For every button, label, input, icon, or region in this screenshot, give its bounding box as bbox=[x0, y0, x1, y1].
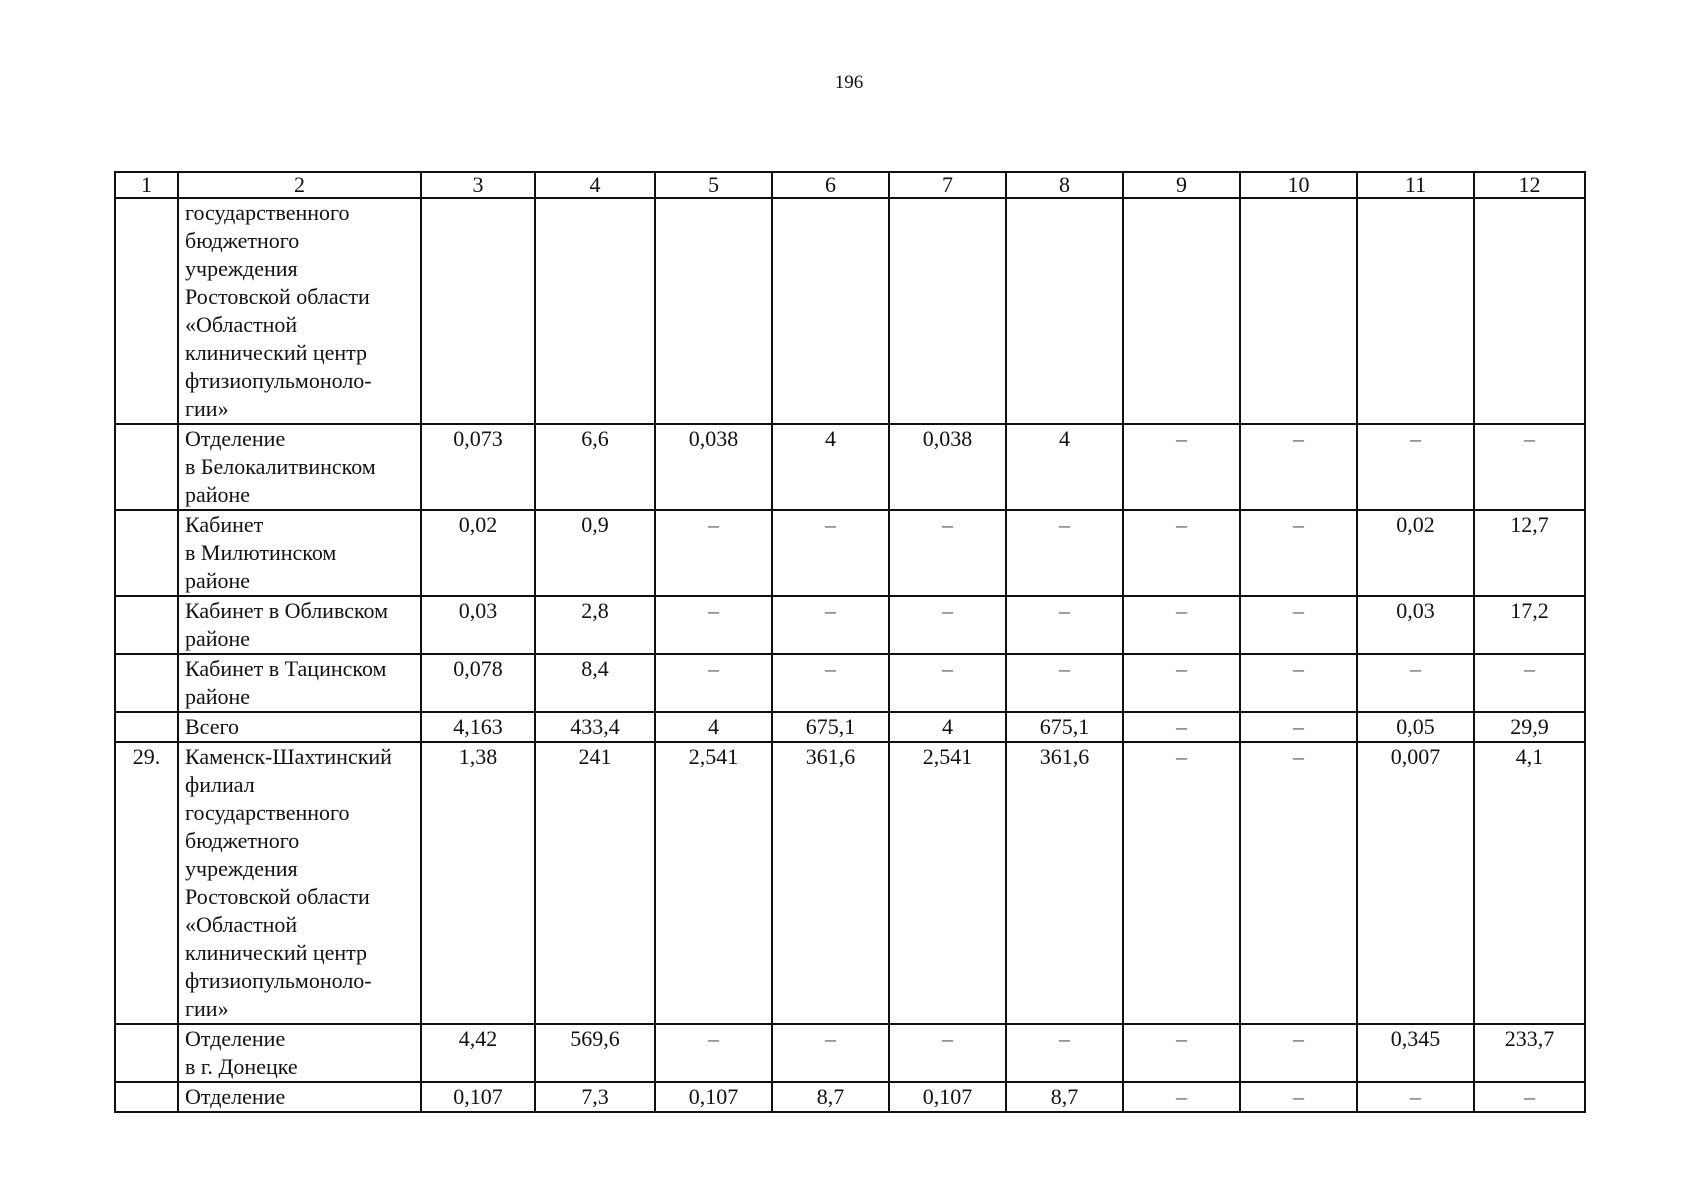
row-number-cell bbox=[115, 510, 178, 596]
value-cell: 2,541 bbox=[889, 742, 1006, 1024]
value-cell: 4 bbox=[655, 712, 772, 742]
institution-name-cell: Отделение в Белокалитвинском районе bbox=[178, 424, 421, 510]
value-cell: 0,02 bbox=[1357, 510, 1474, 596]
value-cell: – bbox=[1006, 654, 1123, 712]
institution-name-cell: Каменск-Шахтинский филиал государственного бюджетного учреждения Ростовской области «Областной клинический центр фтизиопульмоноло- гии» bbox=[178, 742, 421, 1024]
value-cell: 0,038 bbox=[655, 424, 772, 510]
column-header: 2 bbox=[178, 172, 421, 198]
value-cell: – bbox=[1006, 510, 1123, 596]
row-number-cell bbox=[115, 654, 178, 712]
table-row bbox=[115, 198, 1585, 424]
value-cell: – bbox=[1240, 510, 1357, 596]
data-table bbox=[114, 171, 1586, 1113]
value-cell: – bbox=[1240, 712, 1357, 742]
value-cell: 8,7 bbox=[772, 1082, 889, 1112]
institution-name-cell: государственного бюджетного учреждения Ростовской области «Областной клинический центр фтизиопульмоноло- гии» bbox=[178, 198, 421, 424]
value-cell: 0,9 bbox=[535, 510, 655, 596]
value-cell: 233,7 bbox=[1474, 1024, 1585, 1082]
value-cell: – bbox=[655, 510, 772, 596]
value-cell: – bbox=[1123, 1082, 1240, 1112]
value-cell: – bbox=[1006, 1024, 1123, 1082]
value-cell: – bbox=[772, 654, 889, 712]
row-number-cell bbox=[115, 712, 178, 742]
column-header: 8 bbox=[1006, 172, 1123, 198]
value-cell: – bbox=[889, 1024, 1006, 1082]
value-cell: 8,4 bbox=[535, 654, 655, 712]
row-number-cell bbox=[115, 1024, 178, 1082]
value-cell: 0,107 bbox=[421, 1082, 535, 1112]
institution-name-cell: Всего bbox=[178, 712, 421, 742]
value-cell: 6,6 bbox=[535, 424, 655, 510]
value-cell: – bbox=[889, 596, 1006, 654]
value-cell: 433,4 bbox=[535, 712, 655, 742]
table-row bbox=[115, 510, 1585, 596]
value-cell: 361,6 bbox=[772, 742, 889, 1024]
value-cell: – bbox=[1474, 1082, 1585, 1112]
table-body bbox=[115, 172, 1585, 1112]
value-cell: – bbox=[1123, 742, 1240, 1024]
column-header: 12 bbox=[1474, 172, 1585, 198]
value-cell: 0,02 bbox=[421, 510, 535, 596]
value-cell: 0,078 bbox=[421, 654, 535, 712]
table-header-row bbox=[115, 172, 1585, 198]
row-number-cell bbox=[115, 424, 178, 510]
value-cell: – bbox=[1240, 1024, 1357, 1082]
value-cell: 0,03 bbox=[1357, 596, 1474, 654]
value-cell: 4 bbox=[889, 712, 1006, 742]
value-cell bbox=[421, 198, 535, 424]
value-cell bbox=[1474, 198, 1585, 424]
value-cell: – bbox=[655, 1024, 772, 1082]
table-row bbox=[115, 596, 1585, 654]
column-header: 4 bbox=[535, 172, 655, 198]
table-row bbox=[115, 1024, 1585, 1082]
value-cell: – bbox=[1123, 712, 1240, 742]
value-cell: 7,3 bbox=[535, 1082, 655, 1112]
value-cell bbox=[655, 198, 772, 424]
value-cell: – bbox=[1123, 1024, 1240, 1082]
row-number-cell bbox=[115, 198, 178, 424]
column-header: 1 bbox=[115, 172, 178, 198]
value-cell: – bbox=[1123, 424, 1240, 510]
value-cell: 0,007 bbox=[1357, 742, 1474, 1024]
value-cell: 2,541 bbox=[655, 742, 772, 1024]
table-row bbox=[115, 654, 1585, 712]
value-cell: – bbox=[655, 654, 772, 712]
value-cell: 4 bbox=[1006, 424, 1123, 510]
value-cell: – bbox=[1240, 742, 1357, 1024]
value-cell: – bbox=[1006, 596, 1123, 654]
row-number-cell: 29. bbox=[115, 742, 178, 1024]
table-row bbox=[115, 742, 1585, 1024]
value-cell: 17,2 bbox=[1474, 596, 1585, 654]
value-cell: 675,1 bbox=[772, 712, 889, 742]
column-header: 9 bbox=[1123, 172, 1240, 198]
value-cell: – bbox=[1357, 424, 1474, 510]
value-cell: – bbox=[772, 510, 889, 596]
value-cell: 0,038 bbox=[889, 424, 1006, 510]
value-cell: – bbox=[889, 510, 1006, 596]
value-cell: 2,8 bbox=[535, 596, 655, 654]
value-cell: 4,163 bbox=[421, 712, 535, 742]
value-cell: 0,345 bbox=[1357, 1024, 1474, 1082]
value-cell bbox=[889, 198, 1006, 424]
value-cell: 29,9 bbox=[1474, 712, 1585, 742]
value-cell: 569,6 bbox=[535, 1024, 655, 1082]
value-cell: 0,073 bbox=[421, 424, 535, 510]
institution-name-cell: Кабинет в Милютинском районе bbox=[178, 510, 421, 596]
column-header: 11 bbox=[1357, 172, 1474, 198]
value-cell: 361,6 bbox=[1006, 742, 1123, 1024]
value-cell: – bbox=[1474, 654, 1585, 712]
value-cell: – bbox=[1240, 654, 1357, 712]
value-cell: – bbox=[1357, 654, 1474, 712]
column-header: 5 bbox=[655, 172, 772, 198]
table-row bbox=[115, 424, 1585, 510]
value-cell: – bbox=[1474, 424, 1585, 510]
value-cell: 12,7 bbox=[1474, 510, 1585, 596]
institution-name-cell: Отделение bbox=[178, 1082, 421, 1112]
row-number-cell bbox=[115, 596, 178, 654]
row-number-cell bbox=[115, 1082, 178, 1112]
table-row bbox=[115, 712, 1585, 742]
value-cell: – bbox=[1240, 424, 1357, 510]
value-cell: 1,38 bbox=[421, 742, 535, 1024]
value-cell: 4 bbox=[772, 424, 889, 510]
value-cell: 0,05 bbox=[1357, 712, 1474, 742]
institution-name-cell: Кабинет в Тацинском районе bbox=[178, 654, 421, 712]
value-cell: – bbox=[1240, 1082, 1357, 1112]
value-cell: 0,107 bbox=[655, 1082, 772, 1112]
table-row bbox=[115, 1082, 1585, 1112]
value-cell: – bbox=[1123, 510, 1240, 596]
value-cell bbox=[1006, 198, 1123, 424]
value-cell: 0,107 bbox=[889, 1082, 1006, 1112]
value-cell bbox=[1123, 198, 1240, 424]
value-cell bbox=[535, 198, 655, 424]
value-cell bbox=[1357, 198, 1474, 424]
page-number: 196 bbox=[834, 72, 864, 93]
value-cell: – bbox=[1123, 654, 1240, 712]
value-cell: – bbox=[772, 596, 889, 654]
value-cell: 0,03 bbox=[421, 596, 535, 654]
institution-name-cell: Отделение в г. Донецке bbox=[178, 1024, 421, 1082]
value-cell: – bbox=[1123, 596, 1240, 654]
value-cell: 4,42 bbox=[421, 1024, 535, 1082]
column-header: 3 bbox=[421, 172, 535, 198]
value-cell: – bbox=[655, 596, 772, 654]
column-header: 6 bbox=[772, 172, 889, 198]
value-cell: – bbox=[1357, 1082, 1474, 1112]
value-cell: 8,7 bbox=[1006, 1082, 1123, 1112]
value-cell: – bbox=[772, 1024, 889, 1082]
value-cell: – bbox=[1240, 596, 1357, 654]
institution-name-cell: Кабинет в Обливском районе bbox=[178, 596, 421, 654]
value-cell bbox=[772, 198, 889, 424]
value-cell: – bbox=[889, 654, 1006, 712]
value-cell bbox=[1240, 198, 1357, 424]
value-cell: 675,1 bbox=[1006, 712, 1123, 742]
column-header: 10 bbox=[1240, 172, 1357, 198]
value-cell: 241 bbox=[535, 742, 655, 1024]
column-header: 7 bbox=[889, 172, 1006, 198]
value-cell: 4,1 bbox=[1474, 742, 1585, 1024]
